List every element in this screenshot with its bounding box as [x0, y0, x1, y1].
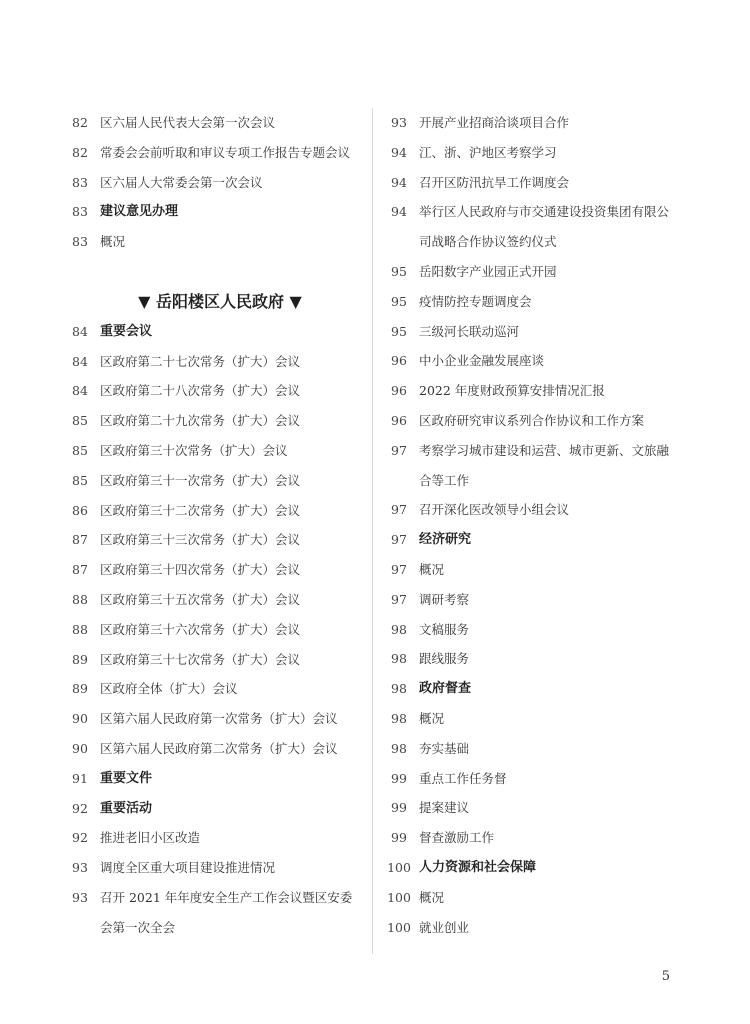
page-ref: 84	[72, 323, 88, 339]
entry-text: 区政府第三十四次常务（扩大）会议	[100, 562, 301, 578]
entry-text: 建议意见办理	[100, 204, 179, 220]
entry-text: 2022 年度财政预算安排情况汇报	[419, 383, 605, 399]
toc-entry	[379, 346, 709, 376]
page-ref: 92	[72, 800, 88, 816]
toc-entry	[60, 525, 360, 555]
toc-entry-continuation	[60, 913, 360, 943]
entry-text: 文稿服务	[419, 621, 470, 637]
toc-entry-continuation	[379, 466, 709, 496]
page-ref: 82	[72, 115, 88, 130]
page-ref: 94	[391, 174, 407, 190]
toc-entry	[379, 585, 709, 615]
toc-entry	[60, 376, 360, 406]
page-ref: 98	[391, 621, 407, 637]
page-ref: 82	[72, 144, 88, 160]
toc-entry	[60, 704, 360, 734]
toc-entry	[60, 406, 360, 436]
toc-entry	[379, 495, 709, 525]
page-ref: 91	[72, 770, 88, 786]
page-ref: 93	[391, 115, 407, 130]
toc-entry	[379, 197, 709, 227]
entry-text: 举行区人民政府与市交通建设投资集团有限公	[419, 204, 670, 220]
entry-text: 经济研究	[419, 532, 472, 548]
toc-entry	[60, 466, 360, 496]
page-ref: 85	[72, 413, 88, 429]
page-ref: 89	[72, 681, 88, 697]
toc-entry	[379, 257, 709, 287]
toc-entry	[379, 287, 709, 317]
entry-text: 召开区防汛抗旱工作调度会	[419, 174, 570, 190]
page-ref: 99	[391, 800, 407, 816]
page-ref: 98	[391, 651, 407, 667]
page-ref: 95	[391, 263, 407, 279]
entry-text: 重点工作任务督	[419, 770, 507, 786]
toc-heading	[379, 674, 709, 704]
entry-text: 区政府第三十次常务（扩大）会议	[100, 442, 288, 458]
toc-entry	[60, 108, 360, 138]
page-ref: 99	[391, 770, 407, 786]
page-ref: 94	[391, 144, 407, 160]
toc-entry	[379, 644, 709, 674]
entry-text: 区政府第二十七次常务（扩大）会议	[100, 353, 301, 369]
page-ref: 97	[391, 502, 407, 518]
entry-text: 人力资源和社会保障	[419, 859, 537, 875]
toc-entry	[60, 615, 360, 645]
page-ref: 89	[72, 651, 88, 667]
entry-text: 中小企业金融发展座谈	[419, 353, 545, 369]
toc-entry	[60, 734, 360, 764]
entry-text: 区六届人大常委会第一次会议	[100, 174, 263, 190]
page-ref: 96	[391, 412, 407, 428]
page-ref: 98	[391, 681, 407, 697]
toc-entry	[60, 555, 360, 585]
entry-text: 重要会议	[100, 323, 153, 339]
toc-entry	[379, 108, 709, 138]
page-ref: 84	[72, 383, 88, 399]
page-number: 5	[661, 969, 670, 984]
entry-text: 督查激励工作	[419, 830, 495, 846]
toc-entry	[60, 436, 360, 466]
entry-text: 江、浙、沪地区考察学习	[419, 144, 557, 160]
toc-entry	[379, 913, 709, 943]
blank-row	[60, 257, 360, 287]
page-ref: 99	[391, 830, 407, 846]
toc-left-column	[60, 108, 360, 943]
page-ref: 95	[391, 293, 407, 309]
page-ref: 85	[72, 442, 88, 458]
page-ref: 95	[391, 323, 407, 339]
toc-entry	[60, 585, 360, 615]
page-ref: 93	[72, 860, 88, 876]
page-ref: 94	[391, 204, 407, 220]
entry-text: 跟线服务	[419, 651, 470, 667]
toc-entry	[379, 317, 709, 347]
entry-text: 常委会会前听取和审议专项工作报告专题会议	[100, 144, 351, 160]
entry-text: 推进老旧小区改造	[100, 830, 201, 846]
page-ref: 87	[72, 562, 88, 578]
entry-text: 政府督查	[419, 681, 472, 697]
entry-text: 就业创业	[419, 919, 470, 935]
entry-text: 司战略合作协议签约仪式	[419, 234, 557, 250]
page-ref: 97	[391, 591, 407, 607]
toc-entry	[60, 645, 360, 675]
toc-entry	[379, 615, 709, 645]
toc-heading	[379, 853, 709, 883]
page-ref: 84	[72, 353, 88, 369]
entry-text: 区六届人民代表大会第一次会议	[100, 115, 276, 130]
toc-entry	[60, 138, 360, 168]
entry-text: 区政府第三十六次常务（扩大）会议	[100, 621, 301, 637]
page-ref: 100	[387, 919, 411, 935]
page-ref: 88	[72, 621, 88, 637]
entry-text: 重要文件	[100, 770, 153, 786]
page-ref: 97	[391, 561, 407, 577]
toc-entry	[379, 138, 709, 168]
toc-entry	[379, 436, 709, 466]
toc-heading	[379, 525, 709, 555]
page-ref: 86	[72, 502, 88, 518]
toc-right-column	[372, 108, 709, 954]
entry-text: 区政府全体（扩大）会议	[100, 681, 238, 697]
toc-entry	[379, 555, 709, 585]
page-ref: 96	[391, 383, 407, 399]
toc-entry	[379, 704, 709, 734]
entry-text: 召开 2021 年年度安全生产工作会议暨区安委	[100, 889, 353, 905]
toc-heading	[60, 317, 360, 347]
toc-entry	[60, 674, 360, 704]
page-ref: 87	[72, 532, 88, 548]
toc-entry-continuation	[379, 227, 709, 257]
toc-entry	[60, 227, 360, 257]
toc-entry	[60, 823, 360, 853]
page-ref: 88	[72, 591, 88, 607]
toc-entry	[379, 764, 709, 794]
toc-entry	[379, 168, 709, 198]
toc-entry	[60, 496, 360, 526]
page-ref: 96	[391, 353, 407, 369]
entry-text: 区政府第三十三次常务（扩大）会议	[100, 532, 301, 548]
entry-text: 三级河长联动巡河	[419, 323, 520, 339]
entry-text: 区政府第二十八次常务（扩大）会议	[100, 383, 301, 399]
section-title: ▼ 岳阳楼区人民政府 ▼	[138, 291, 302, 311]
entry-text: 区政府第三十一次常务（扩大）会议	[100, 472, 301, 488]
page-ref: 90	[72, 711, 88, 727]
toc-heading	[60, 197, 360, 227]
toc-entry	[379, 823, 709, 853]
entry-text: 概况	[419, 561, 445, 577]
page-ref: 90	[72, 740, 88, 756]
page-ref: 100	[387, 859, 411, 875]
page-ref: 100	[387, 889, 411, 905]
page-ref: 98	[391, 710, 407, 726]
toc-entry	[60, 853, 360, 883]
toc-entry	[379, 376, 709, 406]
entry-text: 疫情防控专题调度会	[419, 293, 532, 309]
page-ref: 93	[72, 889, 88, 905]
page-ref: 97	[391, 532, 407, 548]
entry-text: 区政府第二十九次常务（扩大）会议	[100, 413, 301, 429]
page-ref: 83	[72, 234, 88, 250]
page-ref: 83	[72, 174, 88, 190]
entry-text: 区政府研究审议系列合作协议和工作方案	[419, 412, 645, 428]
entry-text: 召开深化医改领导小组会议	[419, 502, 570, 518]
entry-text: 开展产业招商洽谈项目合作	[419, 115, 570, 130]
entry-text: 调研考察	[419, 591, 470, 607]
page-ref: 97	[391, 442, 407, 458]
entry-text: 区政府第三十二次常务（扩大）会议	[100, 502, 301, 518]
page-ref: 92	[72, 830, 88, 846]
toc-entry	[379, 406, 709, 436]
toc-entry	[60, 168, 360, 198]
entry-text: 区政府第三十七次常务（扩大）会议	[100, 651, 301, 667]
toc-heading	[60, 764, 360, 794]
toc-entry	[60, 347, 360, 377]
toc-entry	[60, 883, 360, 913]
entry-text: 区第六届人民政府第二次常务（扩大）会议	[100, 740, 338, 756]
page-ref: 98	[391, 740, 407, 756]
entry-text: 区第六届人民政府第一次常务（扩大）会议	[100, 711, 338, 727]
entry-text: 夯实基础	[419, 740, 470, 756]
entry-text: 合等工作	[419, 472, 470, 488]
entry-text: 岳阳数字产业园正式开园	[419, 263, 557, 279]
entry-text: 区政府第三十五次常务（扩大）会议	[100, 591, 301, 607]
entry-text: 会第一次全会	[100, 919, 176, 935]
entry-text: 概况	[419, 889, 445, 905]
entry-text: 考察学习城市建设和运营、城市更新、文旅融	[419, 442, 670, 458]
toc-entry	[379, 793, 709, 823]
toc-entry	[379, 734, 709, 764]
page-ref: 85	[72, 472, 88, 488]
entry-text: 调度全区重大项目建设推进情况	[100, 860, 276, 876]
entry-text: 概况	[419, 710, 445, 726]
page-ref: 83	[72, 204, 88, 220]
entry-text: 概况	[100, 234, 126, 250]
toc-entry	[379, 883, 709, 913]
toc-heading	[60, 794, 360, 824]
entry-text: 提案建议	[419, 800, 470, 816]
entry-text: 重要活动	[100, 800, 153, 816]
